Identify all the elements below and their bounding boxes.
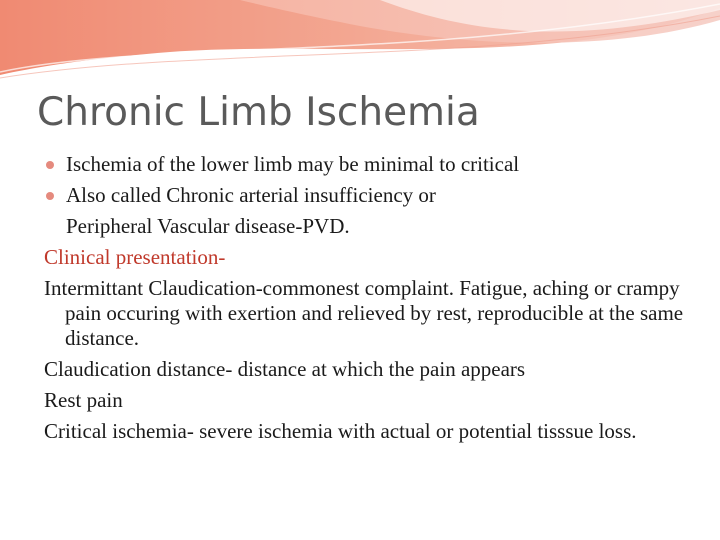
- paragraph: Rest pain: [44, 388, 123, 412]
- bullet-continuation: Peripheral Vascular disease-PVD.: [66, 214, 350, 238]
- header-swoosh-decoration: [0, 0, 720, 100]
- slide-title: Chronic Limb Ischemia: [37, 90, 480, 135]
- paragraph: Critical ischemia- severe ischemia with actual or potential tisssue loss.: [44, 419, 637, 443]
- slide-body: [44, 152, 684, 450]
- section-heading: Clinical presentation-: [44, 245, 226, 269]
- bullet-item: [44, 183, 684, 208]
- bullet-text: Ischemia of the lower limb may be minimal to critical: [66, 152, 520, 176]
- bullet-dot-icon: [46, 192, 54, 200]
- bullet-dot-icon: [46, 161, 54, 169]
- bullet-text: Also called Chronic arterial insufficiency or: [66, 183, 436, 207]
- paragraph: Claudication distance- distance at which the pain appears: [44, 357, 526, 381]
- bullet-item: [44, 152, 684, 177]
- paragraph: Intermittant Claudication-commonest complaint. Fatigue, aching or crampy pain occuring with exertion and relieved by rest, reproducible at the same distance.: [44, 276, 684, 350]
